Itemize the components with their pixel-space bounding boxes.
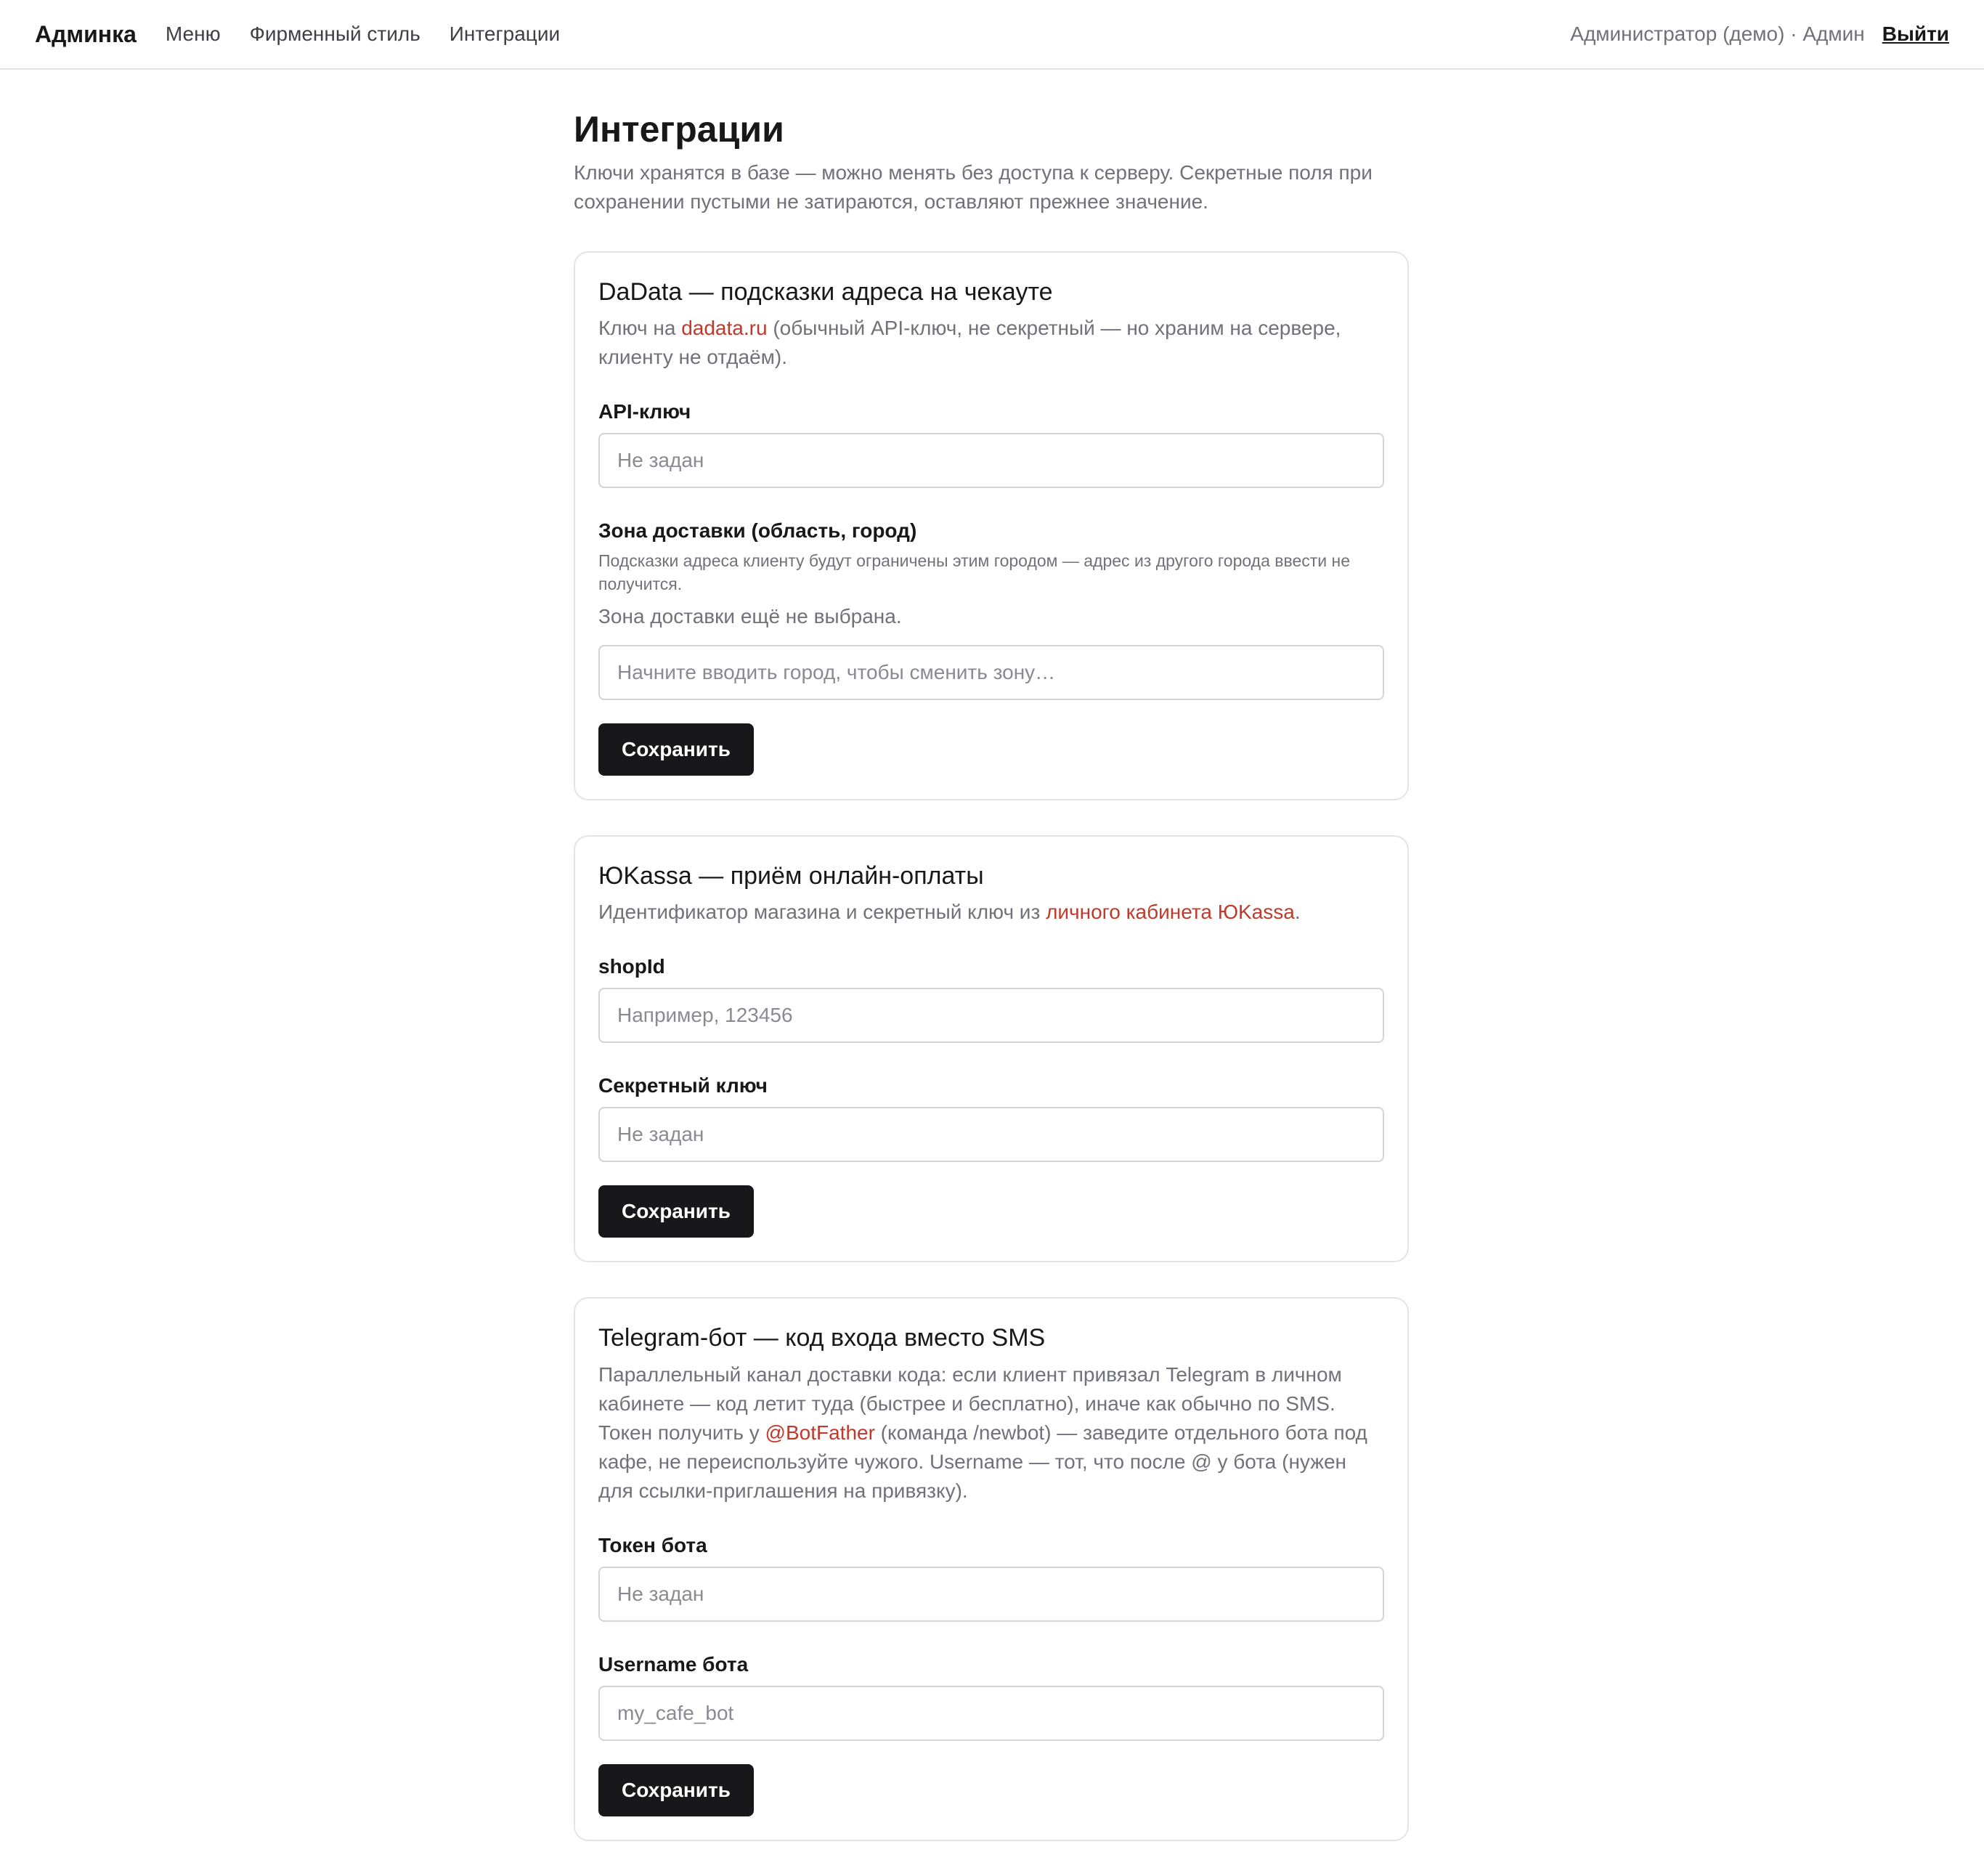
api-key-label: API-ключ xyxy=(598,400,691,423)
yookassa-save-button[interactable]: Сохранить xyxy=(598,1185,754,1238)
delivery-zone-label: Зона доставки (область, город) xyxy=(598,519,917,543)
telegram-card xyxy=(574,1297,1409,1840)
delivery-zone-hint: Подсказки адреса клиенту будут ограничены этим городом — адрес из другого города ввести не получится. xyxy=(598,551,1351,594)
dadata-link[interactable]: dadata.ru xyxy=(681,317,768,340)
bot-username-input[interactable] xyxy=(598,1686,1384,1741)
bot-token-input[interactable] xyxy=(598,1567,1384,1622)
delivery-zone-search-input[interactable] xyxy=(598,645,1384,700)
yookassa-description xyxy=(598,898,1384,927)
brand-logo[interactable]: Админка xyxy=(35,20,137,47)
bot-token-label: Токен бота xyxy=(598,1533,707,1556)
bot-username-label: Username бота xyxy=(598,1652,749,1676)
yookassa-desc-suffix: . xyxy=(1294,901,1301,924)
telegram-title: Telegram-бот — код входа вместо SMS xyxy=(598,1324,1046,1352)
nav-item-integrations[interactable]: Интеграции xyxy=(449,23,561,45)
nav-item-menu[interactable]: Меню xyxy=(165,23,221,45)
navbar-left xyxy=(35,21,589,48)
shop-id-label: shopId xyxy=(598,955,665,978)
delivery-zone-status: Зона доставки ещё не выбрана. xyxy=(598,605,902,628)
yookassa-card xyxy=(574,835,1409,1262)
dadata-desc-suffix: (обычный API-ключ, не секретный — но храним на сервере, клиенту не отдаём). xyxy=(598,317,1341,369)
telegram-desc-suffix: (команда /newbot) — заведите отдельного бота под кафе, не переиспользуйте чужого. Username — тот, что после @ у бота (нужен для ссылки-приглашения на привязку). xyxy=(598,1421,1367,1502)
dadata-desc-prefix: Ключ на xyxy=(598,317,682,340)
botfather-link[interactable]: @BotFather xyxy=(765,1421,875,1444)
dadata-card xyxy=(574,251,1409,800)
dadata-save-button[interactable]: Сохранить xyxy=(598,723,754,776)
yookassa-title: ЮKassa — приём онлайн-оплаты xyxy=(598,862,984,890)
yookassa-cabinet-link[interactable]: личного кабинета ЮKassa xyxy=(1046,901,1295,924)
yookassa-desc-prefix: Идентификатор магазина и секретный ключ из xyxy=(598,901,1046,924)
navbar-right xyxy=(1570,23,1949,46)
main-content xyxy=(574,70,1409,1876)
logout-link[interactable]: Выйти xyxy=(1882,23,1949,45)
current-user: Администратор (демо) · Админ xyxy=(1570,23,1865,45)
shop-id-input[interactable] xyxy=(598,988,1384,1043)
dadata-title: DaData — подсказки адреса на чекауте xyxy=(598,278,1053,306)
telegram-save-button[interactable]: Сохранить xyxy=(598,1764,754,1816)
page-description: Ключи хранятся в базе — можно менять без доступа к серверу. Секретные поля при сохранении пустыми не затираются, оставляют прежнее значение. xyxy=(574,161,1373,213)
nav-item-brand-style[interactable]: Фирменный стиль xyxy=(249,23,420,45)
dadata-api-key-input[interactable] xyxy=(598,433,1384,488)
page-title: Интеграции xyxy=(574,109,784,150)
dadata-description xyxy=(598,314,1384,372)
telegram-description xyxy=(598,1360,1384,1506)
top-navbar xyxy=(0,0,1984,70)
secret-key-label: Секретный ключ xyxy=(598,1074,768,1097)
telegram-desc-prefix: Параллельный канал доставки кода: если клиент привязал Telegram в личном кабинете — код летит туда (быстрее и бесплатно), иначе как обычно по SMS. Токен получить у xyxy=(598,1363,1342,1444)
secret-key-input[interactable] xyxy=(598,1107,1384,1162)
